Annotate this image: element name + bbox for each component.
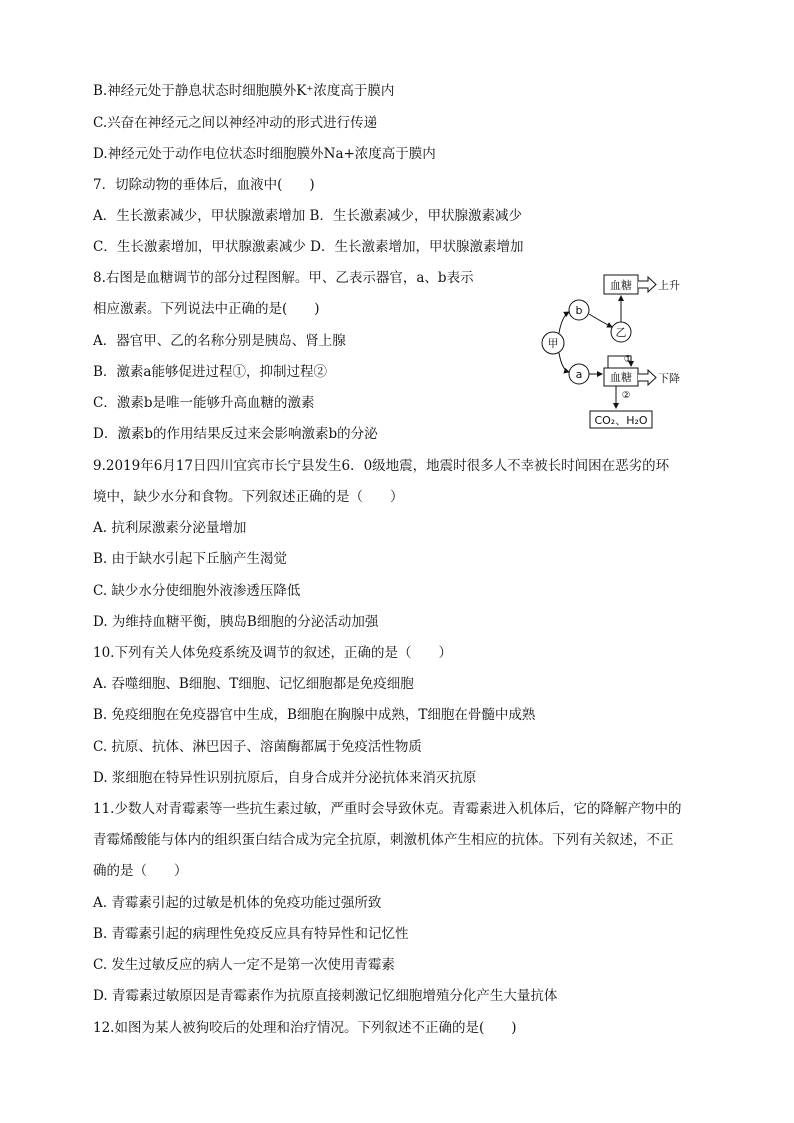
text-line: B. 青霉素引起的病理性免疫反应具有特异性和记忆性 (93, 926, 409, 942)
text-line: C．激素b是唯一能够升高血糖的激素 (93, 395, 315, 411)
text-line: C．生长激素增加，甲状腺激素减少 D．生长激素增加，甲状腺激素增加 (93, 239, 524, 255)
text-line: B. 免疫细胞在免疫器官中生成，B细胞在胸腺中成熟，T细胞在骨髓中成熟 (93, 707, 536, 723)
text-line: 9.2019年6月17日四川宜宾市长宁县发生6．0级地震，地震时很多人不幸被长时间困在恶劣的环 (93, 458, 670, 474)
process-1-label: ① (623, 354, 633, 365)
text-line: D. 青霉素过敏原因是青霉素作为抗原直接刺激记忆细胞增殖分化产生大量抗体 (93, 988, 558, 1004)
rise-arrow (638, 277, 656, 292)
text-line: D. 为维持血糖平衡，胰岛B细胞的分泌活动加强 (93, 614, 379, 630)
text-line: 青霉烯酸能与体内的组织蛋白结合成为完全抗原，刺激机体产生相应的抗体。下列有关叙述，不正 (93, 832, 674, 848)
text-line: 确的是（ ） (93, 863, 188, 879)
jia-to-b-arrow (559, 312, 569, 333)
blood-sugar-label-mid: 血糖 (610, 371, 632, 384)
process-2-label: ② (621, 390, 631, 401)
text-line: D.神经元处于动作电位状态时细胞膜外Na+浓度高于膜内 (93, 146, 436, 162)
text-line: A. 吞噬细胞、B细胞、T细胞、记忆细胞都是免疫细胞 (93, 676, 414, 692)
organ-yi-label: 乙 (615, 326, 627, 339)
text-line: A．生长激素减少，甲状腺激素增加 B．生长激素减少，甲状腺激素减少 (93, 208, 522, 224)
text-line: 10.下列有关人体免疫系统及调节的叙述，正确的是（ ） (93, 645, 452, 661)
text-line: 7．切除动物的垂体后，血液中( ) (93, 177, 315, 193)
text-line: D．激素b的作用结果反过来会影响激素b的分泌 (93, 426, 378, 442)
b-to-yi-arrow (589, 314, 612, 327)
text-line: C. 缺少水分使细胞外液渗透压降低 (93, 583, 301, 599)
text-line: A．器官甲、乙的名称分别是胰岛、肾上腺 (93, 333, 346, 349)
text-line: C. 发生过敏反应的病人一定不是第一次使用青霉素 (93, 957, 395, 973)
text-line: 11.少数人对青霉素等一些抗生素过敏，严重时会导致休克。青霉素进入机体后，它的降解产物中的 (93, 801, 682, 817)
text-line: A. 抗利尿激素分泌量增加 (93, 520, 247, 536)
fall-arrow (638, 370, 656, 385)
text-line: D. 浆细胞在特异性识别抗原后，自身合成并分泌抗体来消灭抗原 (93, 770, 477, 786)
fall-label: 下降 (658, 372, 680, 385)
text-line: B．激素a能够促进过程①，抑制过程② (93, 364, 327, 380)
jia-to-a-arrow (559, 353, 569, 372)
text-line: A. 青霉素引起的过敏是机体的免疫功能过强所致 (93, 895, 382, 911)
products-label: CO₂、H₂O (594, 414, 648, 427)
text-line: B. 由于缺水引起下丘脑产生渴觉 (93, 551, 288, 567)
text-line: C.兴奋在神经元之间以神经冲动的形式进行传递 (93, 115, 378, 131)
hormone-a-label: a (575, 368, 583, 381)
blood-sugar-label-top: 血糖 (610, 279, 632, 292)
text-line: C. 抗原、抗体、淋巴因子、溶菌酶都属于免疫活性物质 (93, 739, 422, 755)
text-line: B.神经元处于静息状态时细胞膜外K⁺浓度高于膜内 (93, 83, 395, 99)
text-line: 境中，缺少水分和食物。下列叙述正确的是（ ） (93, 489, 404, 505)
organ-jia-label: 甲 (547, 337, 559, 350)
blood-sugar-regulation-diagram (536, 268, 706, 434)
rise-label: 上升 (658, 279, 680, 292)
text-line: 相应激素。下列说法中正确的是( ) (93, 301, 320, 317)
text-line: 8.右图是血糖调节的部分过程图解。甲、乙表示器官，a、b表示 (93, 270, 474, 286)
text-line: 12.如图为某人被狗咬后的处理和治疗情况。下列叙述不正确的是( ) (93, 1020, 517, 1036)
hormone-b-label: b (575, 304, 583, 317)
